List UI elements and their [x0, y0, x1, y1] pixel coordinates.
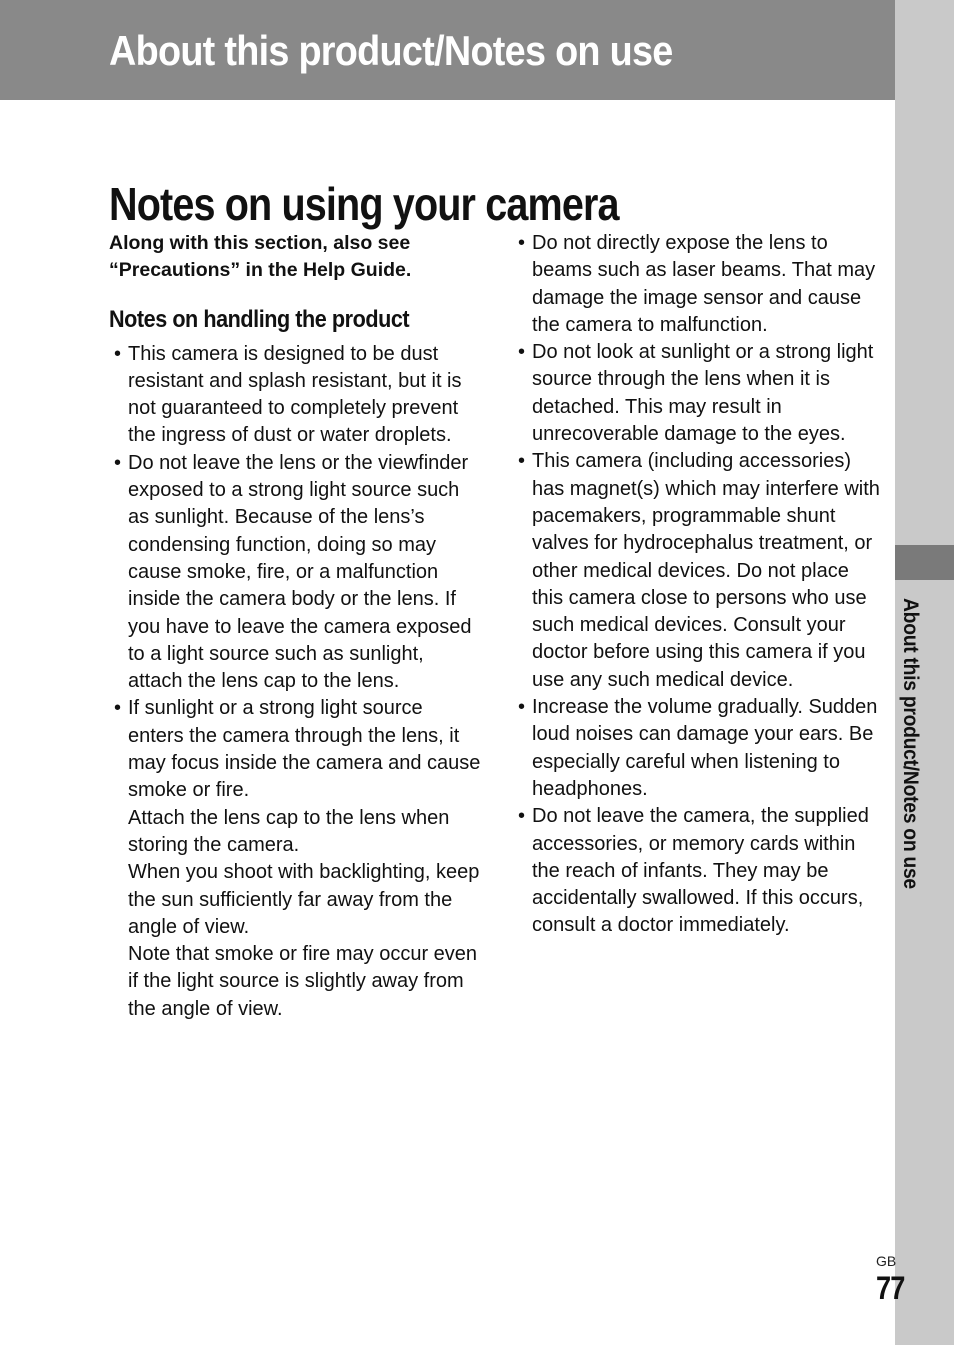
page-title: Notes on using your camera [109, 177, 619, 230]
bullet-text: • Do not leave the camera, the supplied accessories, or memory cards within the reach of infants. They may be accidentally swallowed. If this occurs, consult a doctor immediately. [532, 805, 869, 937]
bullet-text: • Do not leave the lens or the viewfinder exposed to a strong light source such as sunlight. Because of the lens’s condensing function, doing so may cause smoke, fire, or a malfunction inside the camera body or the lens. If you have to leave the camera exposed to a light source such as sunlight, attach the lens cap to the lens. [128, 451, 472, 693]
left-bullet-list [109, 341, 481, 1023]
bullet-item [109, 695, 481, 1023]
bullet-item [513, 230, 885, 339]
bullet-text: • This camera (including accessories) has magnet(s) which may interfere with pacemakers, programmable shunt valves for hydrocephalus treatment, or other medical devices. Do not place this camera close to persons who use such medical devices. Consult your doctor before using this camera if you use any such medical device. [532, 450, 880, 691]
side-tab-marker [895, 545, 954, 580]
bullet-text: • Increase the volume gradually. Sudden loud noises can damage your ears. Be especially careful when listening to headphones. [532, 696, 878, 800]
page-number: 77 [876, 1270, 905, 1306]
region-code: GB [876, 1253, 897, 1269]
side-tab-label: About this product/Notes on use [899, 598, 922, 889]
bullet-text: • This camera is designed to be dust resistant and splash resistant, but it is not guaranteed to completely prevent the ingress of dust or water droplets. [128, 342, 462, 447]
chapter-title: About this product/Notes on use [109, 27, 673, 74]
intro-text: Along with this section, also see “Precautions” in the Help Guide. [109, 232, 412, 282]
bullet-text: When you shoot with backlighting, keep the sun sufficiently far away from the angle of view. [128, 861, 480, 938]
bullet-text: Note that smoke or fire may occur even if the light source is slightly away from the angle of view. [128, 943, 478, 1020]
bullet-item [109, 450, 481, 696]
bullet-item [513, 803, 885, 939]
bullet-item [513, 694, 885, 803]
section-heading: Notes on handling the product [109, 305, 410, 333]
right-bullet-list [513, 230, 885, 940]
bullet-text: Attach the lens cap to the lens when storing the camera. [128, 806, 450, 856]
right-column [513, 230, 885, 940]
bullet-item [513, 339, 885, 448]
left-column [109, 230, 481, 1023]
bullet-item [109, 341, 481, 450]
bullet-text: • Do not directly expose the lens to beams such as laser beams. That may damage the image sensor and cause the camera to malfunction. [532, 232, 876, 336]
bullet-text: • Do not look at sunlight or a strong light source through the lens when it is detached. This may result in unrecoverable damage to the eyes. [532, 341, 874, 446]
bullet-item [513, 448, 885, 694]
bullet-text: • If sunlight or a strong light source enters the camera through the lens, it may focus inside the camera and cause smoke or fire. [128, 697, 481, 802]
